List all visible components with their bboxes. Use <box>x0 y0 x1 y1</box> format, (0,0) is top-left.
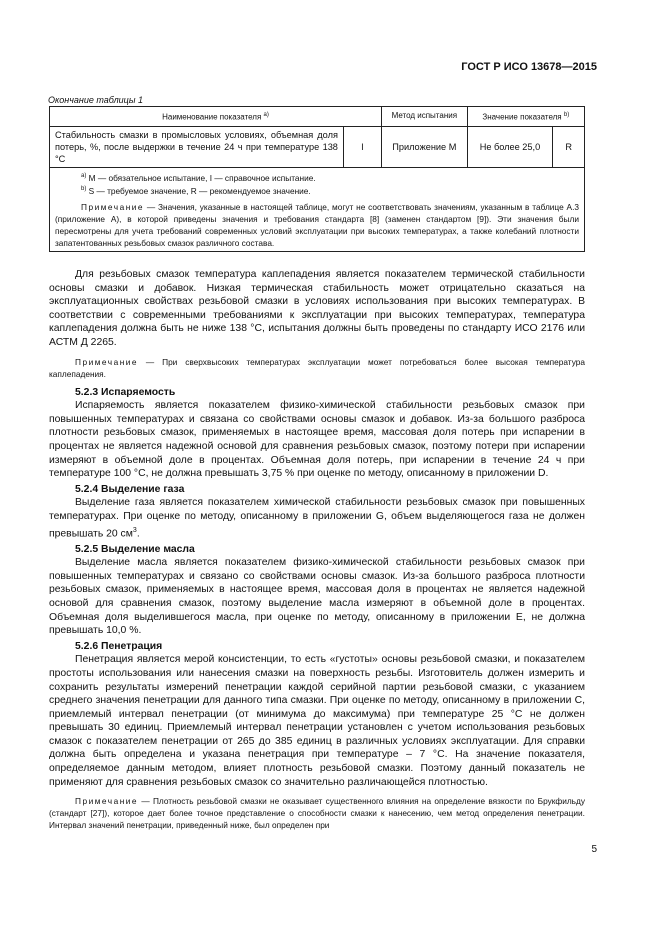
note-penetration: Примечание — Плотность резьбовой смазки не оказывает существенного влияния на определение вязкости по Брукфильду (стандарт [27]), которое дает более точное представление о способности смазки к нанесению, чем метод определения пенетрации. Интервал значений пенетрации, приведенный ниже, был определен при <box>49 796 585 831</box>
paragraph-dropping-point: Для резьбовых смазок температура каплепадения является показателем термической стабильности основы смазки и добавок. Низкая термическая стабильность может отрицательно сказаться на эксплуатационных свойствах резьбовой смазки в условиях использования при высоких температурах. В соответствии с современными требованиями к эксплуатации при высоких температурах, температура каплепадения должна быть не ниже 138 °С, испытания должны быть проведены по стандарту ИСО 2176 или АСТМ Д 2265. <box>49 269 585 348</box>
table-header-row <box>50 107 585 127</box>
header-name: Наименование показателя $^{a)}$ <box>50 107 382 127</box>
cell-requirement: R <box>553 126 585 167</box>
standard-code: ГОСТ Р ИСО 13678—2015 <box>461 61 597 73</box>
paragraph-evaporation: Испаряемость является показателем физико-химической стабильности резьбовых смазок при повышенных температурах и связана со свойствами основы смазок и добавок. Из-за большого разброса плотности резьбовых смазок, применяемых в настоящее время, массовая доля потерь при испарении в процентах не является надежной основой для сравнения резьбовых смазок, поэтому потери при испарении измеряют в объемной доле в процентах. Объемная доля потерь, при испарении в течение 24 ч при температуре 100 °С, не должна превышать 3,75 % при оценке по методу, описанному в приложении D. <box>49 400 585 480</box>
header-value: Значение показателя $^{b)}$ <box>467 107 584 127</box>
paragraph-penetration: Пенетрация является мерой консистенции, то есть «густоты» основы резьбовой смазки, и показателем простоты использования или нанесения смазки на поверхность резьбы. Изготовитель должен измерить и сохранить результаты измерений пенетрации каждой серийной партии резьбовой смазки, с указанием среднего значения пенетрации для данного типа смазки. При оценке по методу, описанному в приложении С, приемлемый интервал пенетрации (от минимума до максимума) при температуре 25 °С не должен превышать 30 единиц. Приемлемый интервал пенетрации установлен с учетом использования резьбовых смазок с показателем пенетрации от 265 до 385 единиц в различных условиях эксплуатации. Для справки должна быть определена и указана пенетрация при температуре – 7 °С. На значение показателя, определяемое данным методом, влияет плотность резьбовой смазки. Поэтому данный показатель не применяют для сравнения резьбовых смазок со значительно различающейся плотностью. <box>49 654 585 788</box>
section-heading-penetration: 5.2.6 Пенетрация <box>75 640 163 652</box>
section-heading-oil-separation: 5.2.5 Выделение масла <box>75 543 195 555</box>
section-heading-evaporation: 5.2.3 Испаряемость <box>75 386 176 398</box>
table-notes-row <box>50 167 585 252</box>
paragraph-gas-evolution: Выделение газа является показателем химической стабильности резьбовых смазок при повышенных температурах. При оценке по методу, описанному в приложении G, объем выделяющегося газа не должен превышать 20 $см^3$. <box>49 497 585 539</box>
body-text <box>49 268 585 837</box>
table-caption: Окончание таблицы 1 <box>48 95 143 105</box>
cell-test-method: Приложение M <box>381 126 467 167</box>
footnote-a: $^{a)}$ М — обязательное испытание, I — справочное испытание. <box>81 172 316 183</box>
footnote-b: $^{b)}$ S — требуемое значение, R — рекомендуемое значение. <box>81 186 311 197</box>
header-method: Метод испытания <box>381 107 467 127</box>
cell-indicator-value: Не более 25,0 <box>467 126 553 167</box>
paragraph-oil-separation: Выделение масла является показателем физико-химической стабильности резьбовых смазок при повышенных температурах и связано со свойствами основы смазок. Из-за большого разброса плотности резьбовых смазок, применяемых в настоящее время, массовая доля в процентах не является надежной основой для сравнения смазок, поэтому выделение масла измеряют в объемной доле в процентах. Объемная доля выделившегося масла, при оценке по методу, описанному в приложении Е, не должна превышать 10,0 %. <box>49 557 585 637</box>
cell-indicator-name: Стабильность смазки в промысловых условиях, объемная доля потерь, %, после выдержки в течение 24 ч при температуре 138 °С <box>50 126 344 167</box>
section-heading-gas-evolution: 5.2.4 Выделение газа <box>75 483 185 495</box>
table-notes <box>50 167 585 252</box>
note-dropping-point: Примечание — При сверхвысоких температурах эксплуатации может потребоваться более высокая температура каплепадения. <box>49 356 585 379</box>
indicators-table <box>49 106 585 252</box>
cell-test-type: I <box>343 126 381 167</box>
table-note: Примечание — Значения, указанные в настоящей таблице, могут не соответствовать значениям, указанным в таблице А.3 (приложение А), в которой приведены значения и требования стандарта [8] (заменен стандартом [9]). Эти значения были пересмотрены для учета требований современных условий эксплуатации при высоких температурах, а также колебаний плотности запатентованных резьбовых смазок различного состава. <box>55 202 579 249</box>
table-row <box>50 126 585 167</box>
page-number: 5 <box>591 844 597 855</box>
